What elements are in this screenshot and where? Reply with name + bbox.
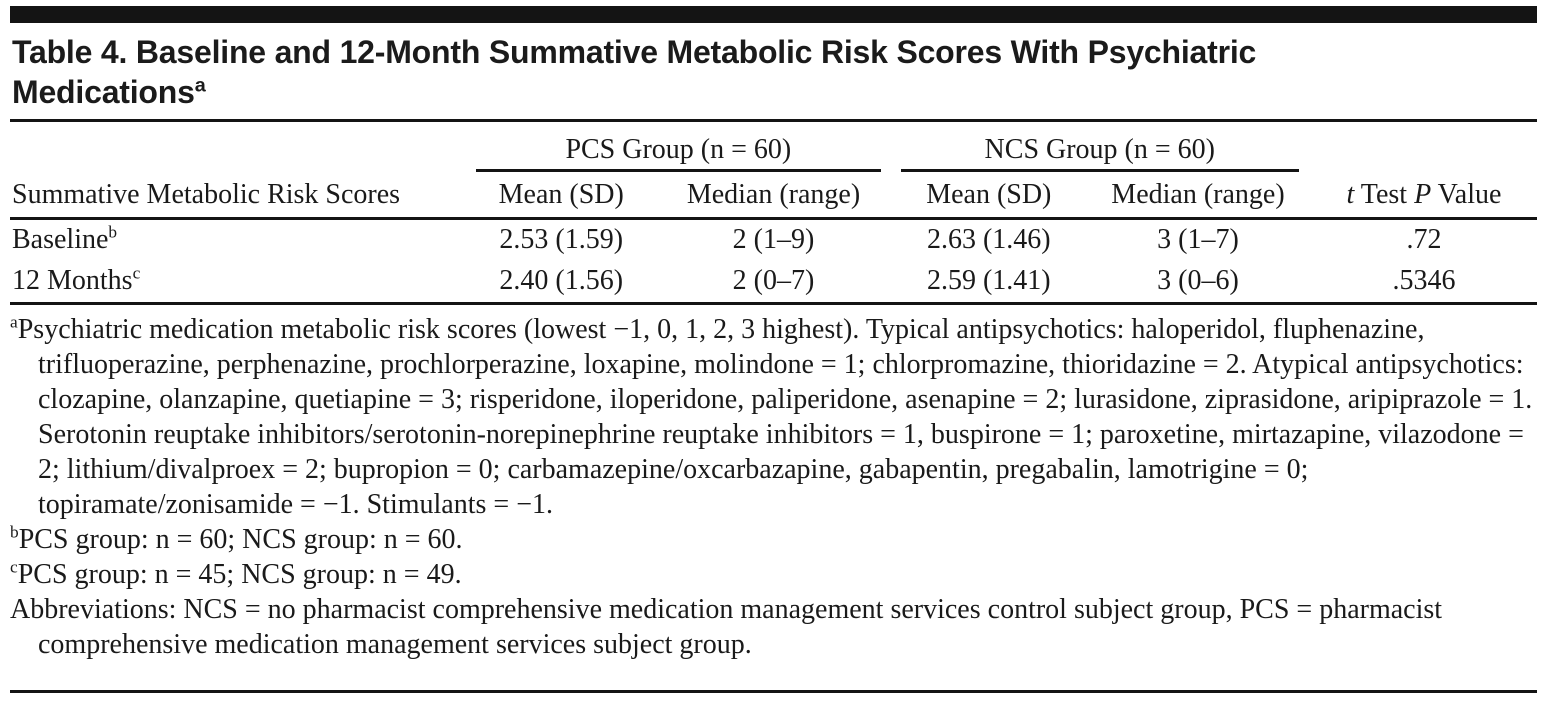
- cell-12-months-ncs-median: 3 (0–6): [1157, 265, 1239, 296]
- row-label-12-months: [10, 261, 468, 304]
- cell-12-months-ncs-mean: 2.59 (1.41): [926, 265, 1051, 296]
- cell-baseline-ncs-mean: 2.63 (1.46): [926, 224, 1051, 255]
- footnote-c-marker: c: [10, 557, 18, 577]
- p-col-t: t: [1346, 179, 1355, 210]
- footnote-c-text: PCS group: n = 45; NCS group: n = 49.: [17, 559, 462, 590]
- footnote-b-marker: b: [10, 522, 19, 542]
- row-baseline-footnote-marker: b: [108, 222, 118, 242]
- table-title-line1: Table 4. Baseline and 12-Month Summative Metabolic Risk Scores With Psychiatric: [12, 34, 1257, 70]
- row-label-baseline-text: Baseline: [12, 224, 109, 255]
- table-row-baseline: [10, 219, 1537, 262]
- row-label-baseline: [10, 219, 468, 262]
- row-12-months-footnote-marker: c: [132, 263, 141, 283]
- pcs-group-spanner: [468, 122, 892, 172]
- footnote-abbreviations-text: Abbreviations: NCS = no pharmacist comprehensive medication management services control subject group, PCS = pharmacist comprehensive medication management services subject group.: [10, 594, 1443, 660]
- cell-12-months-pcs-median: 2 (0–7): [732, 265, 815, 296]
- column-header-row: [10, 172, 1537, 219]
- cell-baseline-pcs-median: 2 (1–9): [732, 224, 815, 255]
- p-col-p: P: [1414, 179, 1432, 210]
- cell-baseline-p-value: .72: [1406, 224, 1442, 255]
- cell-12-months-pcs-mean: 2.40 (1.56): [499, 265, 624, 296]
- stub-header: Summative Metabolic Risk Scores: [10, 172, 468, 219]
- p-col-value: Value: [1431, 179, 1502, 210]
- table-title-line2: Medications: [12, 74, 195, 110]
- footnote-a-text: Psychiatric medication metabolic risk scores (lowest −1, 0, 1, 2, 3 highest). Typical antipsychotics: haloperidol, fluphenazine, trifluoperazine, perphenazine, prochlorperazine, loxapine, molindone = 1; chlorpromazine, thioridazine = 2. Atypical antipsychotics: clozapine, olanzapine, quetiapine = 3; risperidone, iloperidone, paliperidone, asenapine = 2; lurasidone, ziprasidone, aripiprazole = 1. Serotonin reuptake inhibitors/serotonin-norepinephrine reuptake inhibitors = 1, buspirone = 1; paroxetine, mirtazapine, vilazodone = 2; lithium/divalproex = 2; bupropion = 0; carbamazepine/oxcarbazapine, gabapentin, pregabalin, lamotrigine = 0; topiramate/zonisamide = −1. Stimulants = −1.: [17, 314, 1533, 520]
- row-label-12-months-text: 12 Months: [12, 265, 133, 296]
- col-header-p-value: [1311, 172, 1537, 219]
- cell-baseline-ncs-median: 3 (1–7): [1157, 224, 1239, 255]
- spanner-pvalue-spacer: [1311, 122, 1537, 172]
- col-header-ncs-median: Median (range): [1085, 172, 1311, 219]
- spanner-stub-spacer: [10, 122, 468, 172]
- ncs-group-spanner-label: NCS Group (n = 60): [901, 134, 1299, 172]
- bottom-rule: [10, 690, 1537, 693]
- pcs-group-spanner-label: PCS Group (n = 60): [476, 134, 880, 172]
- title-footnote-marker: a: [194, 74, 206, 97]
- footnote-a-marker: a: [10, 312, 18, 332]
- spanner-header-row: [10, 122, 1537, 172]
- top-rule-bar: [10, 6, 1537, 23]
- p-col-test: Test: [1354, 179, 1415, 210]
- footnote-abbreviations: [10, 592, 1537, 662]
- table-title-line2-wrap: [12, 72, 1537, 112]
- ncs-group-spanner: [893, 122, 1311, 172]
- footnote-b-text: PCS group: n = 60; NCS group: n = 60.: [18, 524, 463, 555]
- footnote-c: [10, 557, 1537, 592]
- table-row-12-months: [10, 261, 1537, 304]
- cell-baseline-pcs-mean: 2.53 (1.59): [499, 224, 624, 255]
- risk-scores-table: [10, 122, 1537, 305]
- cell-12-months-p-value: .5346: [1392, 265, 1456, 296]
- footnote-a: [10, 312, 1537, 522]
- footnotes-block: [10, 312, 1537, 662]
- col-header-pcs-mean: Mean (SD): [468, 172, 654, 219]
- col-header-pcs-median: Median (range): [654, 172, 892, 219]
- table-title: [12, 32, 1537, 112]
- footnote-b: [10, 522, 1537, 557]
- col-header-ncs-mean: Mean (SD): [893, 172, 1085, 219]
